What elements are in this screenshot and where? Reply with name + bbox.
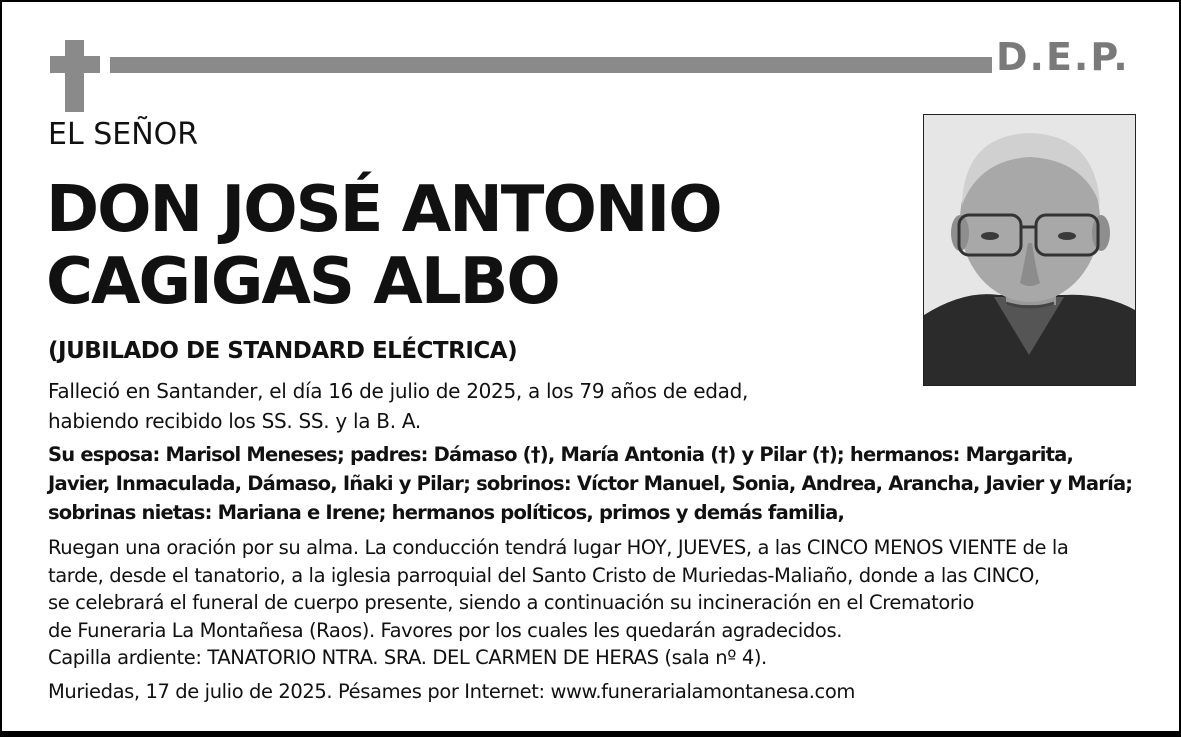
death-details bbox=[48, 376, 748, 436]
occupation: (JUBILADO DE STANDARD ELÉCTRICA) bbox=[48, 338, 518, 364]
ceremony-line: se celebrará el funeral de cuerpo presente, siendo a continuación su incineración en el Crematorio bbox=[48, 591, 975, 614]
family-line: Su esposa: Marisol Meneses; padres: Dámaso (†), María Antonia (†) y Pilar (†); hermanos: Margarita, bbox=[48, 443, 1074, 466]
cross-icon bbox=[65, 40, 84, 112]
dep-label: D.E.P. bbox=[996, 35, 1130, 79]
ceremony-line: de Funeraria La Montañesa (Raos). Favores por los cuales les quedarán agradecidos. bbox=[48, 618, 842, 642]
footer-text: Muriedas, 17 de julio de 2025. Pésames por Internet: www.funerarialamontanesa.com bbox=[48, 680, 856, 703]
header-rule bbox=[110, 57, 992, 73]
portrait-image bbox=[924, 115, 1135, 385]
deceased-portrait-photo bbox=[923, 114, 1136, 386]
ceremony-line: tarde, desde el tanatorio, a la iglesia parroquial del Santo Cristo de Muriedas-Maliaño, donde a las CINCO, bbox=[48, 563, 1040, 587]
deceased-name bbox=[46, 174, 721, 318]
death-line-1: Falleció en Santander, el día 16 de julio de 2025, a los 79 años de edad, bbox=[48, 379, 749, 403]
family-line: Javier, Inmaculada, Dámaso, Iñaki y Pilar; sobrinos: Víctor Manuel, Sonia, Andrea, Arancha, Javier y María; bbox=[48, 472, 1133, 495]
family-list bbox=[48, 440, 1143, 527]
death-line-2: habiendo recibido los SS. SS. y la B. A. bbox=[48, 409, 421, 433]
family-line: sobrinas nietas: Mariana e Irene; hermanos políticos, primos y demás familia, bbox=[48, 501, 845, 524]
deceased-name-line-2: CAGIGAS ALBO bbox=[46, 245, 559, 319]
ceremony-line: Capilla ardiente: TANATORIO NTRA. SRA. DEL CARMEN DE HERAS (sala nº 4). bbox=[48, 646, 767, 669]
deceased-name-line-1: DON JOSÉ ANTONIO bbox=[46, 173, 721, 247]
ceremony-details bbox=[48, 534, 1148, 672]
ceremony-line: Ruegan una oración por su alma. La conducción tendrá lugar HOY, JUEVES, a las CINCO MENOS VIENTE de la bbox=[48, 536, 1069, 559]
cross-icon-bar bbox=[50, 56, 100, 73]
honorific-title: EL SEÑOR bbox=[48, 117, 199, 152]
